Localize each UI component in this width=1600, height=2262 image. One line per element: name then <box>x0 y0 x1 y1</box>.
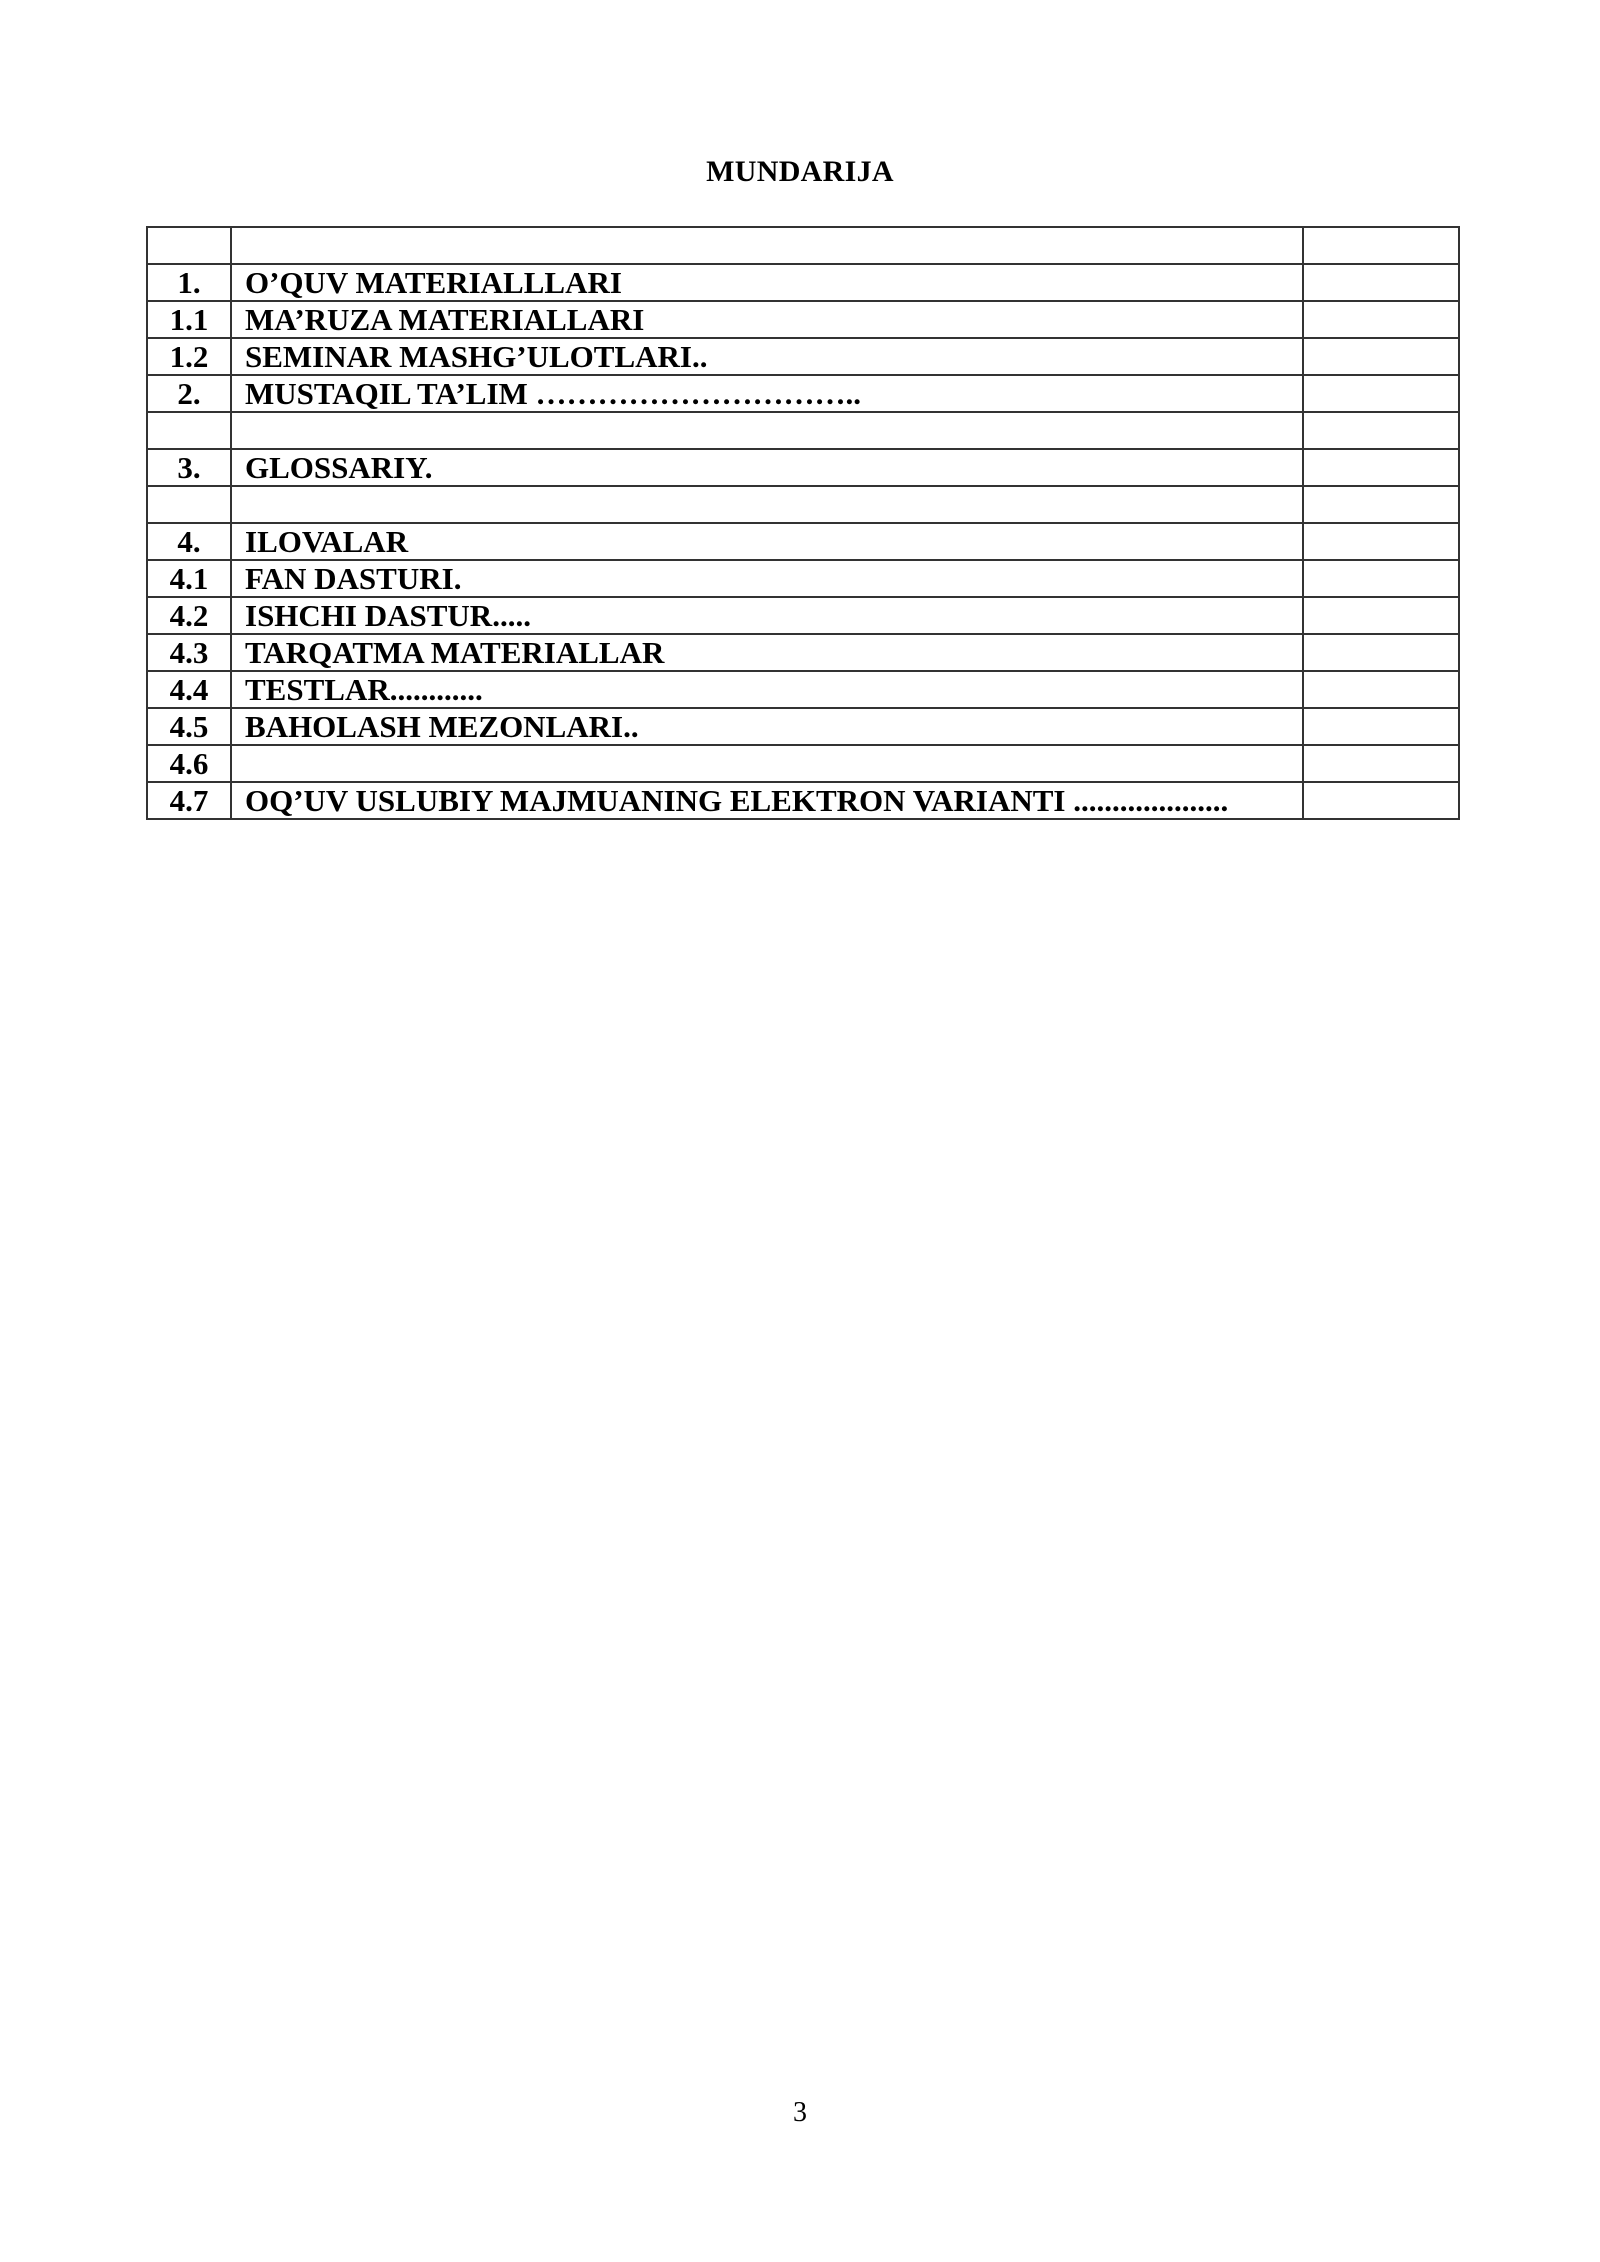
toc-body <box>147 227 1459 819</box>
toc-row-title: GLOSSARIY. <box>231 449 1303 486</box>
toc-row-title: TARQATMA MATERIALLAR <box>231 634 1303 671</box>
toc-row <box>147 486 1459 523</box>
toc-row-title <box>231 412 1303 449</box>
toc-row-page <box>1303 671 1459 708</box>
toc-row-page <box>1303 264 1459 301</box>
toc-row-number: 4.7 <box>147 782 231 819</box>
toc-row <box>147 375 1459 412</box>
toc-row <box>147 301 1459 338</box>
toc-row <box>147 671 1459 708</box>
toc-row <box>147 708 1459 745</box>
toc-row-title: ILOVALAR <box>231 523 1303 560</box>
toc-row-page <box>1303 449 1459 486</box>
toc-row-title: O’QUV MATERIALLLARI <box>231 264 1303 301</box>
toc-row-title: FAN DASTURI. <box>231 560 1303 597</box>
toc-row-page <box>1303 523 1459 560</box>
toc-row <box>147 227 1459 264</box>
table-of-contents <box>146 226 1460 820</box>
toc-row-number: 1. <box>147 264 231 301</box>
toc-row-title: MA’RUZA MATERIALLARI <box>231 301 1303 338</box>
toc-row-number: 3. <box>147 449 231 486</box>
toc-row <box>147 338 1459 375</box>
toc-row-page <box>1303 338 1459 375</box>
toc-row-page <box>1303 597 1459 634</box>
toc-row <box>147 264 1459 301</box>
toc-row-title: MUSTAQIL TA’LIM ………………………….. <box>231 375 1303 412</box>
toc-row-page <box>1303 560 1459 597</box>
toc-row-number: 1.2 <box>147 338 231 375</box>
toc-row-number: 4.6 <box>147 745 231 782</box>
toc-row-title: SEMINAR MASHG’ULOTLARI.. <box>231 338 1303 375</box>
toc-row-number: 4.2 <box>147 597 231 634</box>
toc-row-page <box>1303 708 1459 745</box>
toc-row <box>147 523 1459 560</box>
toc-row-title <box>231 486 1303 523</box>
toc-row-page <box>1303 375 1459 412</box>
toc-row-number: 1.1 <box>147 301 231 338</box>
toc-row-number: 4.1 <box>147 560 231 597</box>
document-title: MUNDARIJA <box>706 155 894 188</box>
toc-row-page <box>1303 486 1459 523</box>
toc-row <box>147 560 1459 597</box>
toc-row <box>147 412 1459 449</box>
toc-row <box>147 449 1459 486</box>
toc-row <box>147 782 1459 819</box>
toc-row <box>147 597 1459 634</box>
toc-row-number <box>147 486 231 523</box>
toc-row-number: 4.5 <box>147 708 231 745</box>
toc-row-page <box>1303 745 1459 782</box>
toc-row <box>147 634 1459 671</box>
toc-row-title: ISHCHI DASTUR..... <box>231 597 1303 634</box>
toc-row-page <box>1303 782 1459 819</box>
toc-row-page <box>1303 412 1459 449</box>
toc-row-title: TESTLAR............ <box>231 671 1303 708</box>
toc-row-title <box>231 745 1303 782</box>
toc-row-number: 4. <box>147 523 231 560</box>
toc-row-number <box>147 227 231 264</box>
toc-row-number <box>147 412 231 449</box>
toc-row-number: 4.3 <box>147 634 231 671</box>
toc-row <box>147 745 1459 782</box>
toc-row-title: BAHOLASH MEZONLARI.. <box>231 708 1303 745</box>
toc-row-page <box>1303 634 1459 671</box>
toc-row-page <box>1303 227 1459 264</box>
toc-row-title: OQ’UV USLUBIY MAJMUANING ELEKTRON VARIANTI .................... <box>231 782 1303 819</box>
toc-row-page <box>1303 301 1459 338</box>
page-number: 3 <box>793 2097 807 2128</box>
toc-row-number: 2. <box>147 375 231 412</box>
toc-row-title <box>231 227 1303 264</box>
toc-row-number: 4.4 <box>147 671 231 708</box>
